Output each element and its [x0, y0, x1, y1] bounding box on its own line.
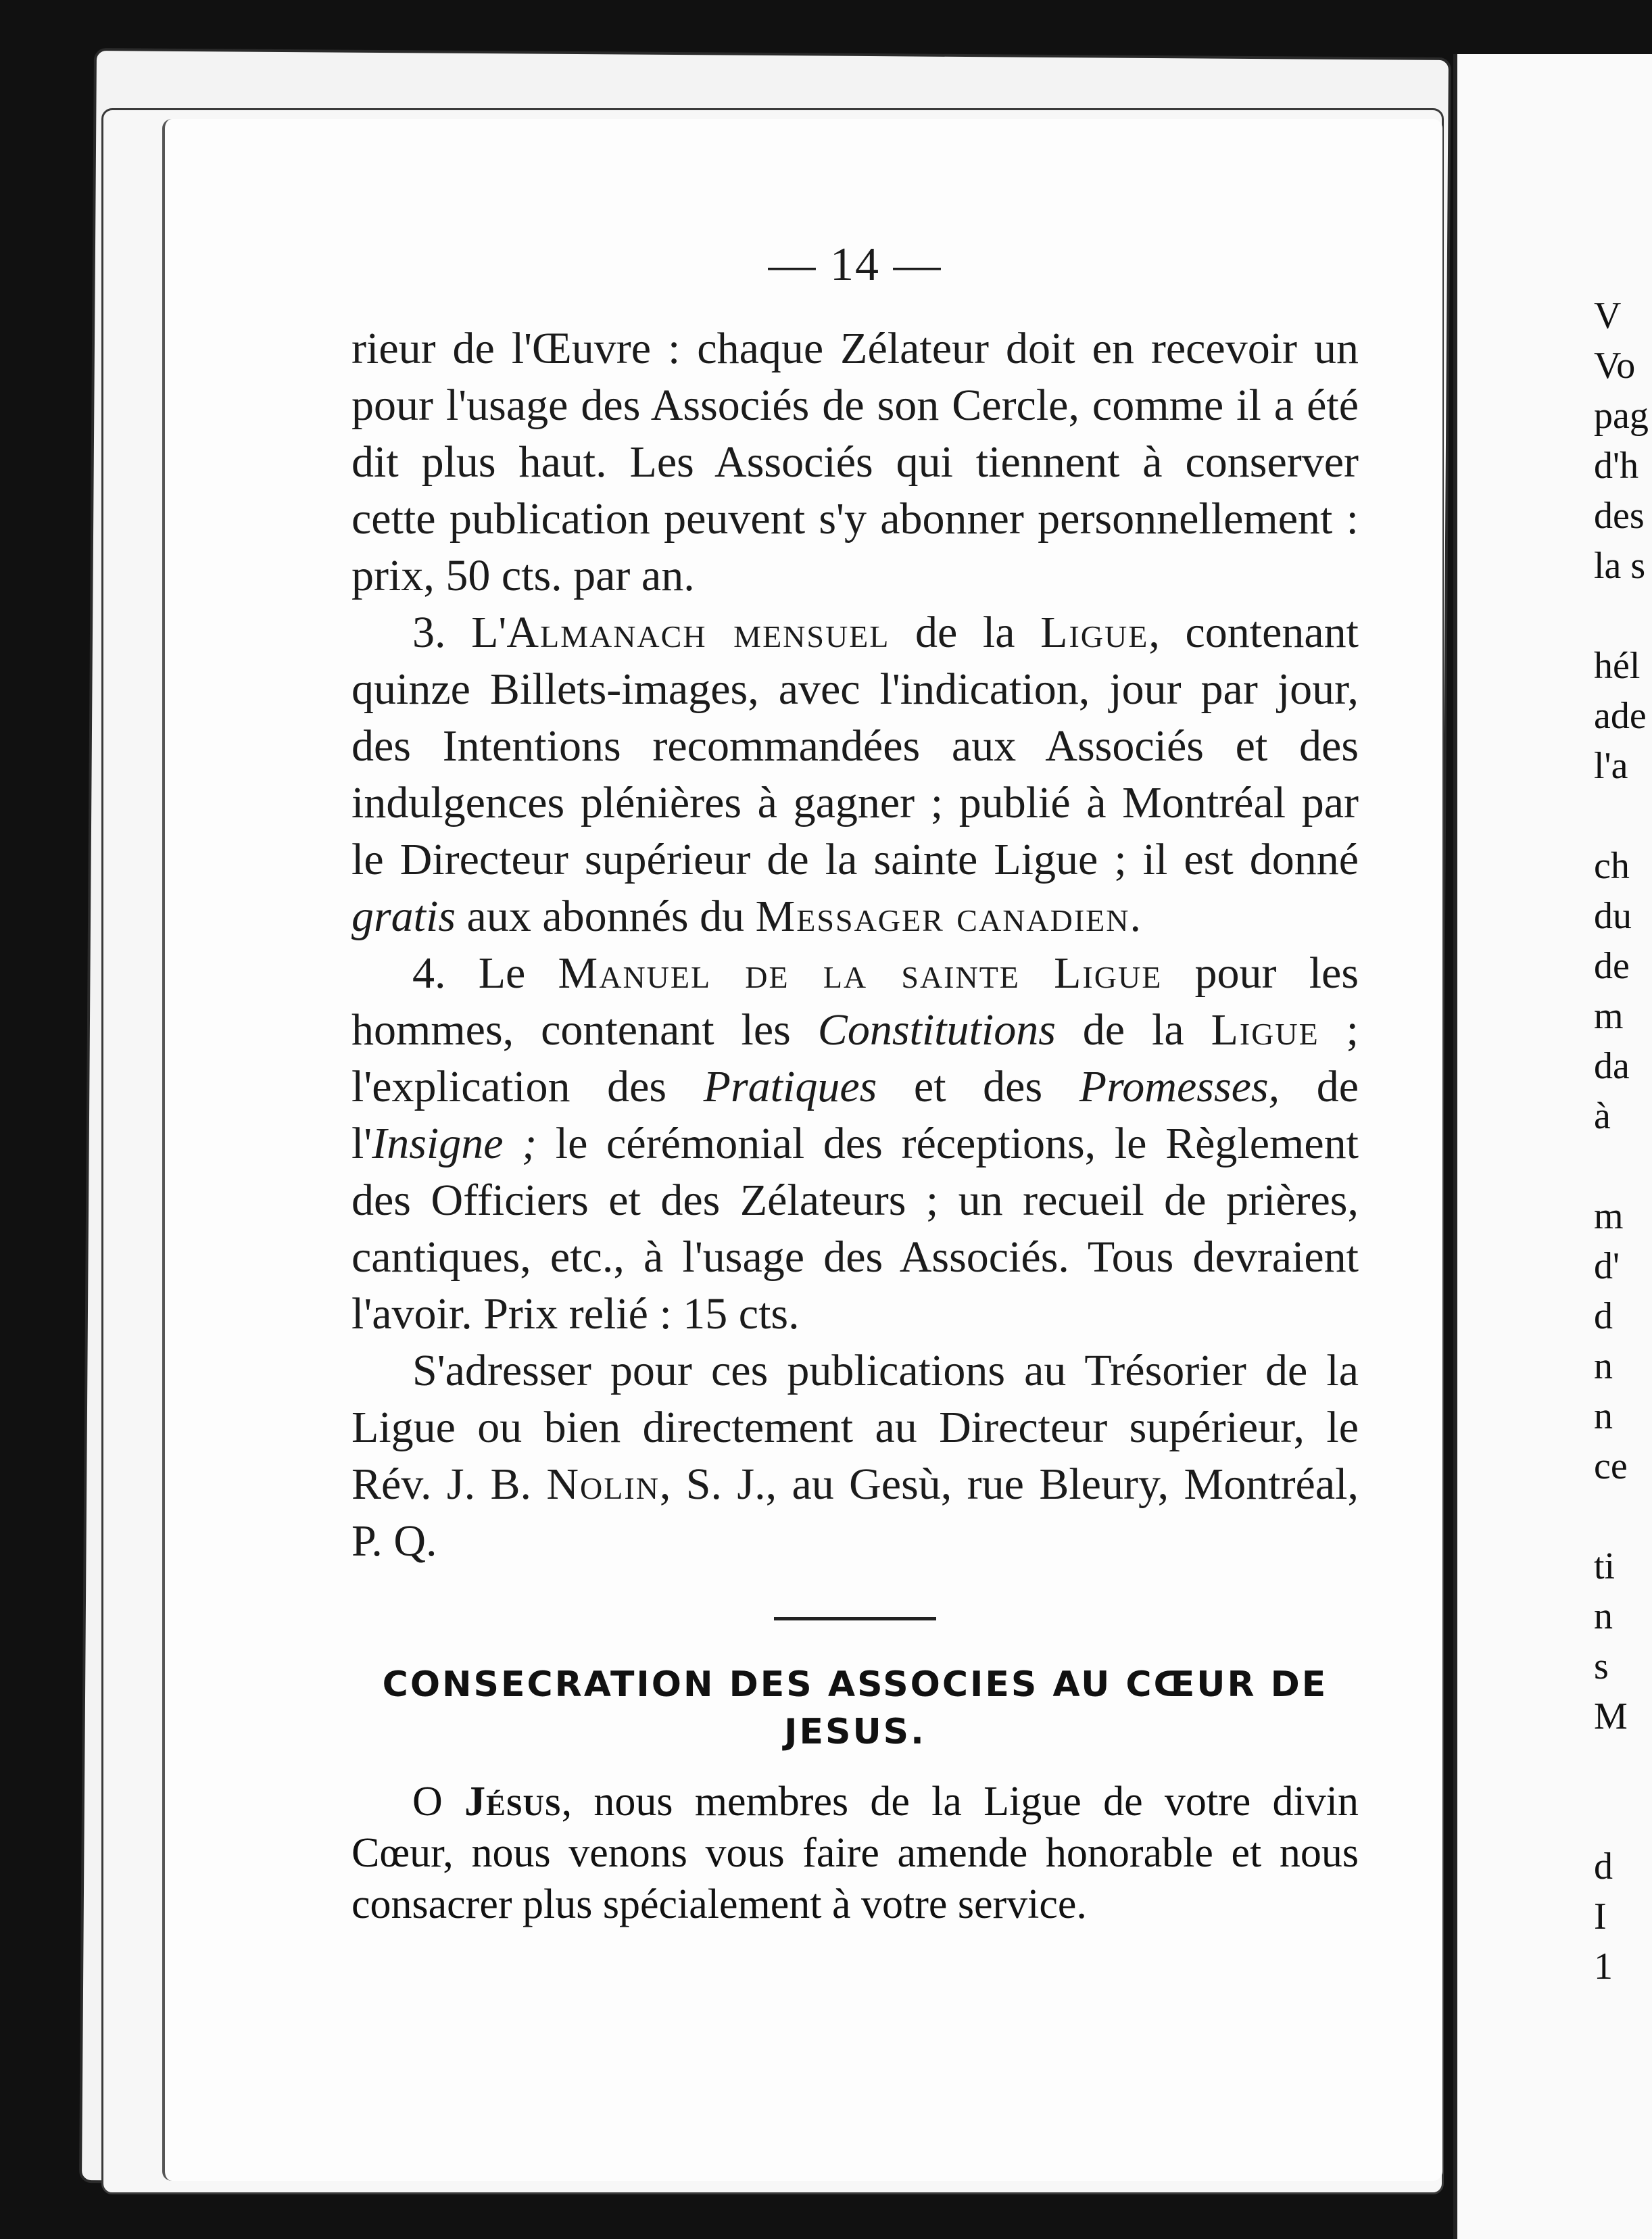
- paragraph-adresser: S'adresser pour ces publications au Trésorier de la Ligue ou bien directement au Directeur supérieur, le Rév. J. B. Nolin, S. J., au Gesù, rue Bleury, Montréal, P. Q.: [351, 1346, 1359, 1566]
- section-divider: [774, 1617, 936, 1620]
- paragraph-1: rieur de l'Œuvre : chaque Zélateur doit en recevoir un pour l'usage des Associés de son Cercle, comme il a été dit plus haut. Les Associés qui tiennent à conserver cette publication peuvent s'y abonner personnellement : prix, 50 cts. par an.: [351, 324, 1359, 600]
- paragraph-manuel: 4. Le Manuel de la sainte Ligue pour les hommes, contenant les Constitutions de la Ligue ; l'explication des Pratiques et des Promesses, de l'Insigne ; le cérémonial des réceptions, le Règlement des Officiers et des Zélateurs ; un recueil de prières, cantiques, etc., à l'usage des Associés. Tous devraient l'avoir. Prix relié : 15 cts.: [351, 948, 1359, 1339]
- page-content: [351, 237, 1359, 1930]
- prayer-text: O Jésus, nous membres de la Ligue de votre divin Cœur, nous venons vous faire amende honorable et nous consacrer plus spécialement à votre service.: [351, 1779, 1359, 1927]
- page-number: — 14 —: [768, 239, 942, 291]
- facing-page-text: V Vo pag d'h des la s hél ade l'a ch du de m da à m d' d n n ce ti n s M d I 1: [1594, 295, 1649, 1988]
- paragraph-almanach: 3. L'Almanach mensuel de la Ligue, contenant quinze Billets-images, avec l'indication, jour par jour, des Intentions recommandées aux Associés et des indulgences plénières à gagner ; publié à Montréal par le Directeur supérieur de la sainte Ligue ; il est donné gratis aux abonnés du Messager canadien.: [351, 608, 1359, 941]
- section-heading: CONSECRATION DES ASSOCIES AU CŒUR DE JESUS.: [382, 1664, 1328, 1752]
